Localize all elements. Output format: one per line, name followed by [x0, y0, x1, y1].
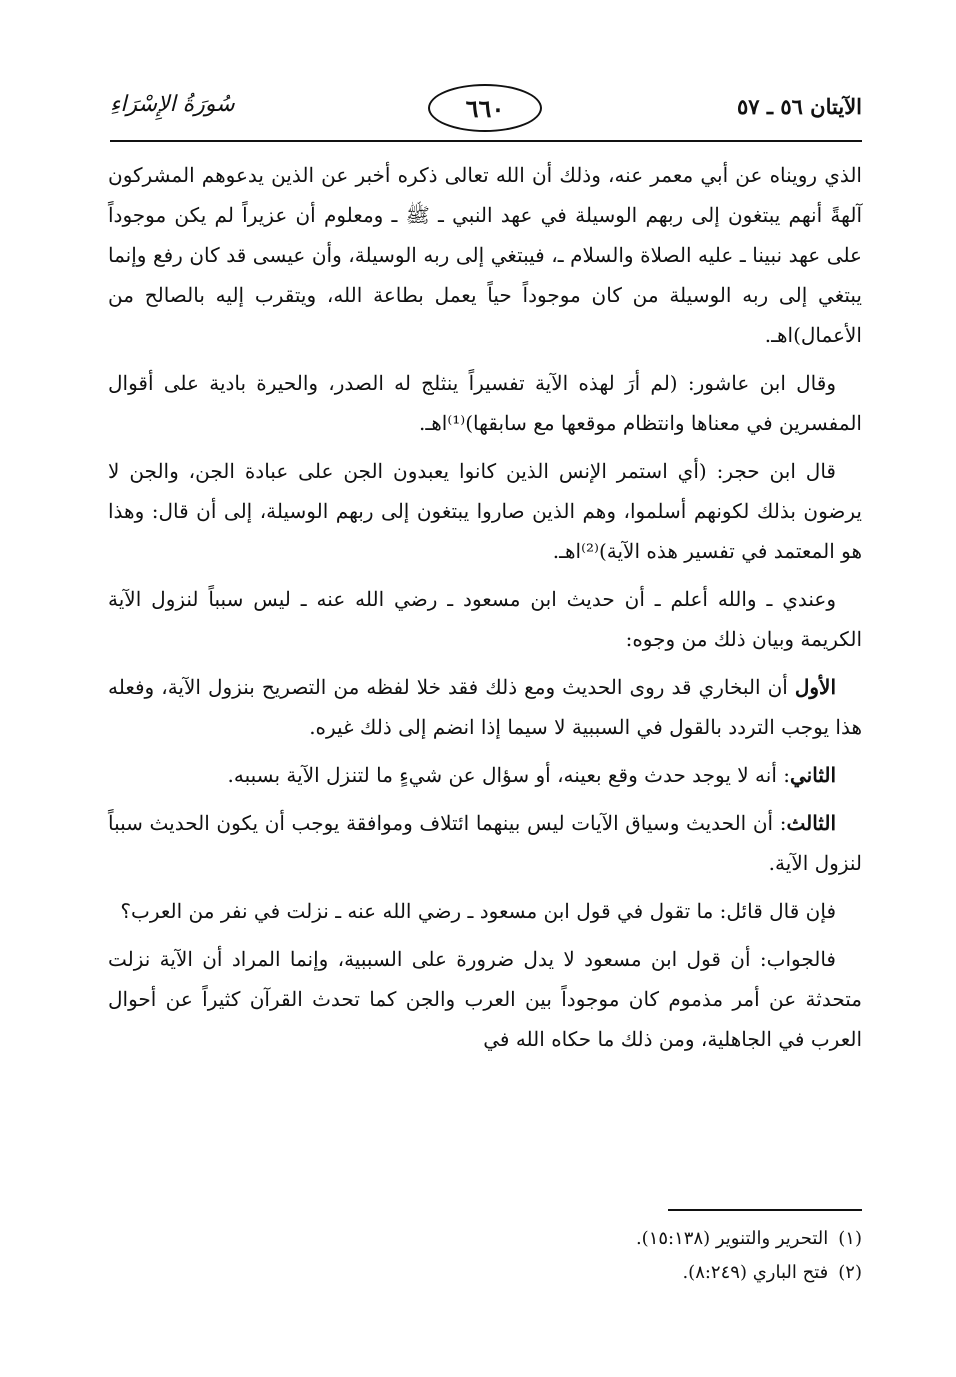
paragraph-text: قال ابن حجر: (أي استمر الإنس الذين كانوا يعبدون الجن على عبادة الجن، والجن لا يرضون بذلك لكونهم أسلموا، وهم الذين صاروا يبتغون إلى ربهم الوسيلة، إلى أن قال: وهذا هو المعتمد في تفسير هذه الآية)⁽²⁾اهـ. — [108, 459, 862, 563]
paragraph-text: فإن قال قائل: ما تقول في قول ابن مسعود ـ رضي الله عنه ـ نزلت في نفر من العرب؟ — [120, 899, 836, 923]
paragraph — [108, 363, 862, 443]
paragraph — [108, 891, 862, 931]
paragraph — [108, 939, 862, 1059]
paragraph-text: الذي رويناه عن أبي معمر عنه، وذلك أن الله تعالى ذكره أخبر عن الذين يدعوهم المشركون آلهةً أنهم يبتغون إلى ربهم الوسيلة في عهد النبي ـ ﷺ ـ ومعلوم أن عزيراً لم يكن موجوداً على عهد نبينا ـ عليه الصلاة والسلام ـ، فيبتغي إلى ربه الوسيلة، وأن عيسى قد كان رفع وإنما يبتغي إلى ربه الوسيلة من كان موجوداً حياً يعمل بطاعة الله، ويتقرب إليه بالصالح من الأعمال)اهـ. — [108, 163, 862, 347]
paragraph — [108, 803, 862, 883]
footnote — [108, 1222, 862, 1256]
point-heading: الثالث — [786, 811, 836, 835]
header-divider — [110, 140, 862, 142]
footnote-number: (٢) — [838, 1262, 862, 1283]
footnote-number: (١) — [838, 1228, 862, 1249]
point-heading: الأول — [794, 675, 836, 699]
footnote-text: فتح الباري (٨:٢٤٩). — [682, 1262, 829, 1283]
paragraph-text: وعندي ـ والله أعلم ـ أن حديث ابن مسعود ـ رضي الله عنه ـ ليس سبباً لنزول الآية الكريمة وبيان ذلك من وجوه: — [108, 587, 862, 651]
paragraph-text: أن البخاري قد روى الحديث ومع ذلك فقد خلا لفظه من التصريح بنزول الآية، وفعله هذا يوجب التردد بالقول في السببية لا سيما إذا انضم إلى ذلك غيره. — [108, 675, 862, 739]
point-heading: الثاني — [789, 763, 836, 787]
page-header — [110, 84, 862, 134]
verses-label: الآيتان ٥٦ ـ ٥٧ — [736, 94, 862, 119]
paragraph — [108, 579, 862, 659]
footnotes — [108, 1222, 862, 1290]
footnote — [108, 1256, 862, 1290]
paragraph-text: : أنه لا يوجد حدث وقع بعينه، أو سؤال عن شيءٍ ما لتنزل الآية بسببه. — [227, 763, 790, 787]
paragraph-text: فالجواب: أن قول ابن مسعود لا يدل ضرورة على السببية، وإنما المراد أن الآية نزلت متحدثة عن أمر مذموم كان موجوداً بين العرب والجن كما تحدث القرآن كثيراً عن أحوال العرب في الجاهلية، ومن ذلك ما حكاه الله في — [108, 947, 862, 1051]
surah-title: سُورَةُ الإِسْرَاءِ — [110, 92, 235, 117]
paragraph — [108, 451, 862, 571]
footnote-divider — [668, 1209, 862, 1211]
paragraph — [108, 155, 862, 355]
paragraph-text: وقال ابن عاشور: (لم أرَ لهذه الآية تفسيراً ينثلج له الصدر، والحيرة بادية على أقوال المفسرين في معناها وانتظام موقعها مع سابقها)⁽¹⁾اهـ. — [108, 371, 862, 435]
footnote-text: التحرير والتنوير (١٥:١٣٨). — [635, 1228, 829, 1249]
paragraph — [108, 667, 862, 747]
paragraph — [108, 755, 862, 795]
page-number: ٦٦٠ — [428, 84, 542, 132]
paragraph-text: : أن الحديث وسياق الآيات ليس بينهما ائتلاف وموافقة يوجب أن يكون الحديث سبباً لنزول الآية. — [108, 811, 862, 875]
main-text — [108, 155, 862, 1067]
